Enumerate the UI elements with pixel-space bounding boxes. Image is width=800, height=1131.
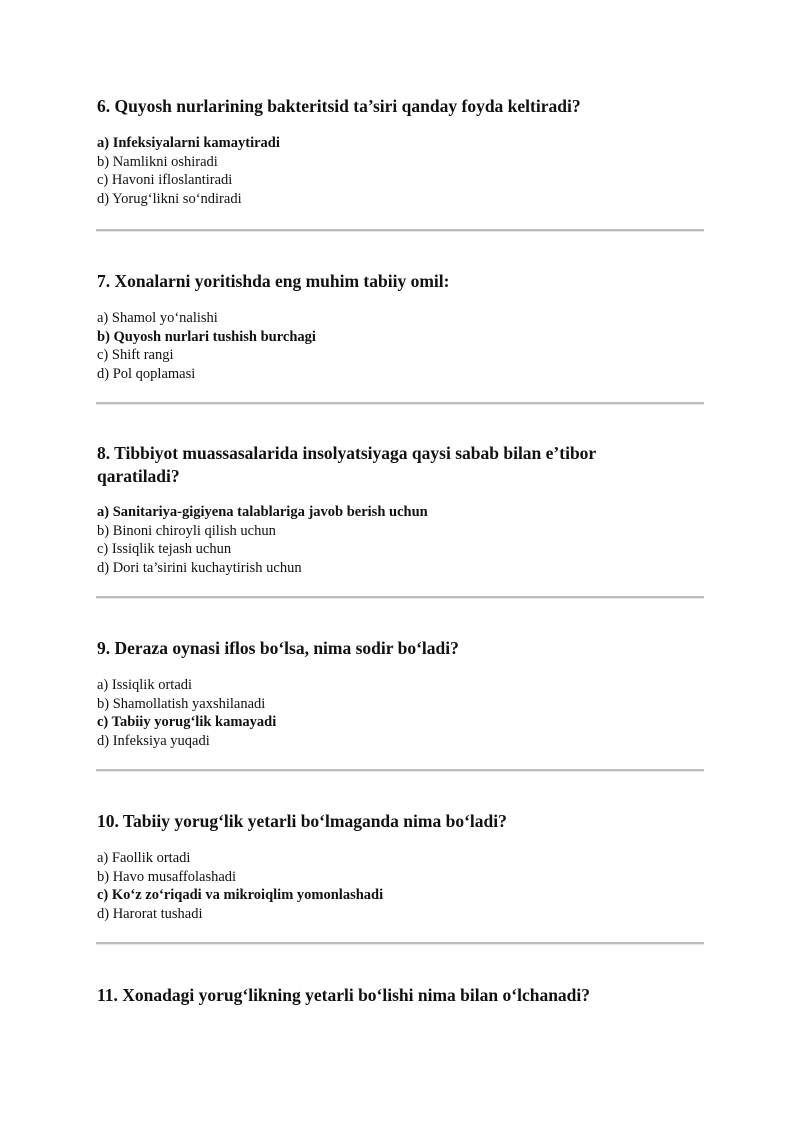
option-d: d) Pol qoplamasi [97,365,196,382]
option-b: b) Binoni chiroyli qilish uchun [97,522,276,539]
question-8 [97,442,707,577]
option-b: b) Shamollatish yaxshilanadi [97,695,266,712]
option-c: c) Havoni ifloslantiradi [97,172,233,189]
question-title: 11. Xonadagi yorug‘likning yetarli bo‘lishi nima bilan o‘lchanadi? [97,985,591,1005]
option-a: a) Faollik ortadi [97,850,191,866]
answer-options [97,676,707,750]
option-b: b) Namlikni oshiradi [97,153,218,170]
question-title: 9. Deraza oynasi iflos bo‘lsa, nima sodir bo‘ladi? [97,638,459,658]
question-9 [97,637,707,750]
divider [96,402,704,405]
option-b: b) Quyosh nurlari tushish burchagi [97,328,316,345]
divider [96,769,704,772]
option-c: c) Ko‘z zo‘riqadi va mikroiqlim yomonlashadi [97,887,384,904]
option-a: a) Infeksiyalarni kamaytiradi [97,135,280,151]
answer-options [97,503,707,577]
divider [96,229,704,232]
option-d: d) Harorat tushadi [97,905,203,922]
option-c: c) Shift rangi [97,347,174,364]
question-title: 7. Xonalarni yoritishda eng muhim tabiiy omil: [97,271,450,291]
option-a: a) Issiqlik ortadi [97,677,193,693]
question-title: 6. Quyosh nurlarining bakteritsid ta’siri qanday foyda keltiradi? [97,96,581,116]
question-7 [97,270,707,383]
option-c: c) Tabiiy yorug‘lik kamayadi [97,714,277,731]
option-d: d) Yorug‘likni so‘ndiradi [97,190,242,207]
option-b: b) Havo musaffolashadi [97,868,237,885]
question-11 [97,984,707,1007]
option-a: a) Sanitariya-gigiyena talablariga javob berish uchun [97,504,428,520]
question-title: 10. Tabiiy yorug‘lik yetarli bo‘lmaganda nima bo‘ladi? [97,811,507,831]
answer-options [97,309,707,383]
answer-options [97,134,707,208]
option-d: d) Infeksiya yuqadi [97,732,210,749]
answer-options [97,849,707,923]
option-d: d) Dori ta’sirini kuchaytirish uchun [97,559,302,576]
option-c: c) Issiqlik tejash uchun [97,541,232,558]
divider [96,596,704,599]
question-10 [97,810,707,923]
option-a: a) Shamol yo‘nalishi [97,310,218,326]
divider [96,942,704,945]
question-title: 8. Tibbiyot muassasalarida insolyatsiyaga qaysi sabab bilan e’tibor qaratiladi? [97,443,596,486]
question-6 [97,95,707,208]
